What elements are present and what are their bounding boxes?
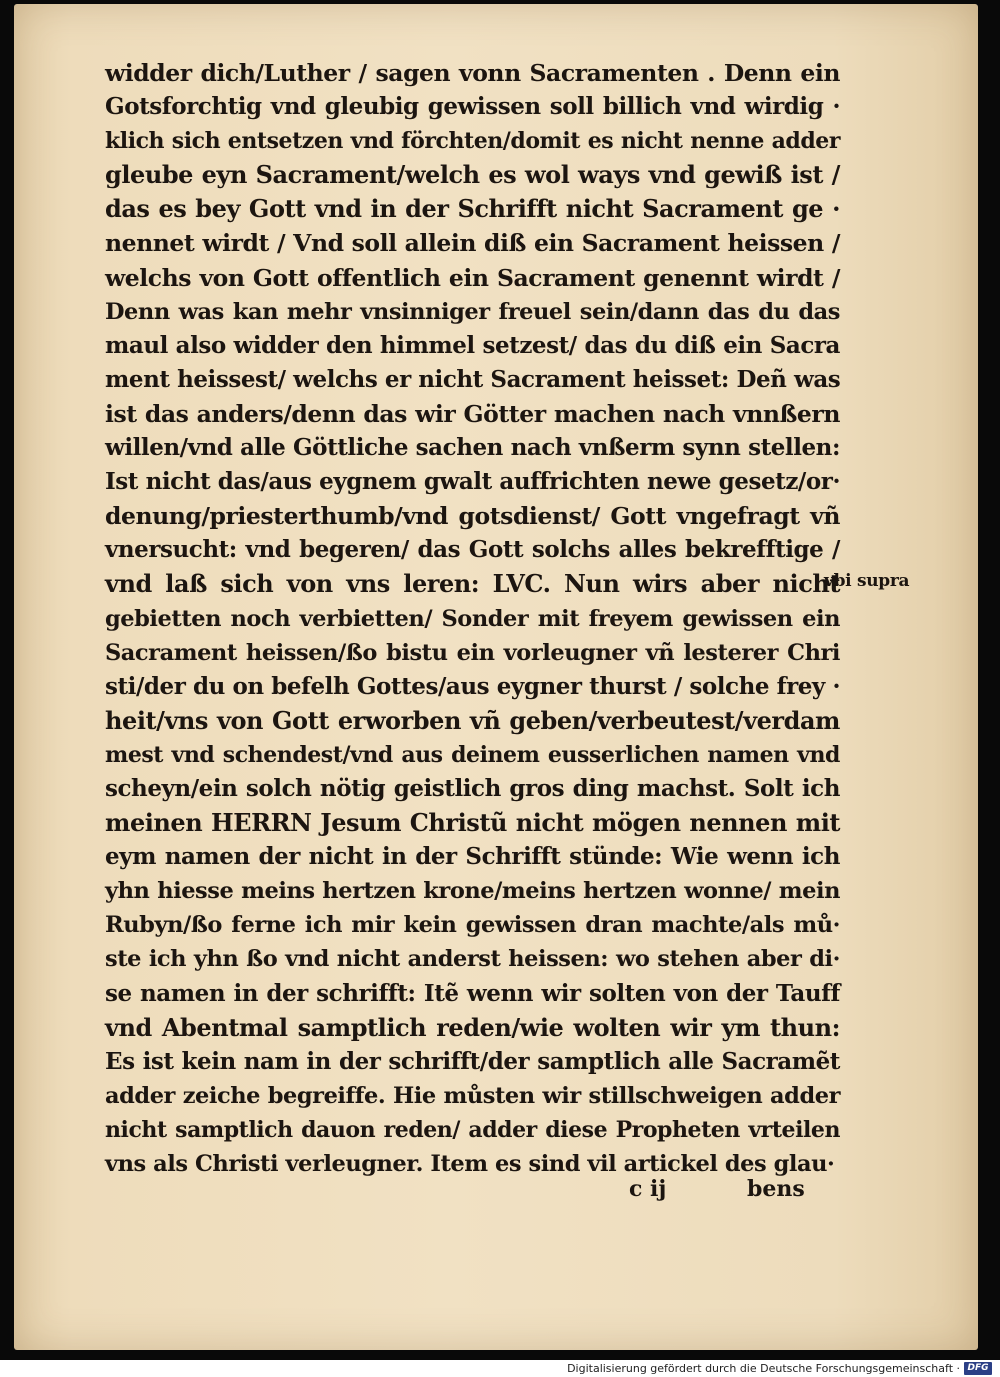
text-line: Ist nicht das/aus eygnem gwalt auffrichten newe gesetz/or·: [105, 468, 840, 496]
text-line: ist das anders/denn das wir Götter machen nach vnnßern: [105, 399, 840, 428]
text-line: denung/priesterthumb/vnd gotsdienst/ Gott vngefragt vñ: [105, 502, 840, 531]
text-line: heit/vns von Gott erworben vñ geben/verbeutest/verdam: [105, 705, 840, 735]
text-line: ment heissest/ welchs er nicht Sacrament heisset: Deñ was: [105, 365, 841, 393]
text-line: gleube eyn Sacrament/welch es wol ways vnd gewiß ist /: [105, 160, 840, 190]
funding-footer: [0, 1360, 1000, 1377]
text-line: eym namen der nicht in der Schrifft stünde: Wie wenn ich: [105, 843, 840, 871]
funding-notice: Digitalisierung gefördert durch die Deutsche Forschungsgemeinschaft ·: [567, 1362, 960, 1375]
marginal-note: vbi supra: [824, 571, 910, 591]
text-line: Rubyn/ßo ferne ich mir kein gewissen dran machte/als mů·: [105, 912, 840, 939]
text-line: das es bey Gott vnd in der Schrifft nicht Sacrament ge ·: [105, 194, 840, 224]
text-line: willen/vnd alle Göttliche sachen nach vnßerm synn stellen:: [105, 434, 840, 462]
signature-mark: c ij: [629, 1176, 667, 1202]
text-line: sti/der du on befelh Gottes/aus eygner thurst / solche frey ·: [105, 672, 840, 700]
text-line: se namen in der schrifft: Itẽ wenn wir solten von der Tauff: [105, 979, 840, 1007]
text-line: vnd laß sich von vns leren: LVC. Nun wirs aber nicht: [105, 569, 840, 599]
text-line: Denn was kan mehr vnsinniger freuel sein/dann das du das: [105, 298, 840, 325]
text-line: Sacrament heissen/ßo bistu ein vorleugner vñ lesterer Chri: [105, 639, 840, 666]
text-line: nennet wirdt / Vnd soll allein diß ein Sacrament heissen /: [105, 229, 840, 258]
page-footer-marks: [14, 1176, 978, 1206]
text-line: vnd Abentmal samptlich reden/wie wolten wir ym thun:: [105, 1012, 840, 1042]
text-line: meinen HERRN Jesum Christũ nicht mögen nennen mit: [105, 808, 840, 838]
text-line: klich sich entsetzen vnd förchten/domit es nicht nenne adder: [105, 128, 840, 155]
text-line: ste ich yhn ßo vnd nicht anderst heissen: wo stehen aber di·: [105, 946, 840, 973]
text-line: welchs von Gott offentlich ein Sacrament genennt wirdt /: [105, 263, 840, 292]
text-line: maul also widder den himmel setzest/ das du diß ein Sacra: [105, 331, 840, 359]
text-line: scheyn/ein solch nötig geistlich gros ding machst. Solt ich: [105, 774, 840, 802]
text-line: Es ist kein nam in der schrifft/der samptlich alle Sacramẽt: [105, 1047, 840, 1075]
text-line: gebietten noch verbietten/ Sonder mit freyem gewissen ein: [105, 605, 840, 632]
text-line: widder dich/Luther / sagen vonn Sacramenten . Denn ein: [105, 59, 840, 87]
text-line: mest vnd schendest/vnd aus deinem eusserlichen namen vnd: [105, 741, 840, 768]
text-line: vnersucht: vnd begeren/ das Gott solchs alles bekrefftige /: [105, 536, 840, 564]
text-line: adder zeiche begreiffe. Hie můsten wir stillschweigen adder: [105, 1082, 840, 1109]
book-page: [14, 4, 978, 1350]
catchword: bens: [747, 1176, 805, 1202]
dfg-logo: DFG: [964, 1362, 992, 1375]
text-line: Gotsforchtig vnd gleubig gewissen soll billich vnd wirdig ·: [105, 93, 840, 121]
text-line: nicht samptlich dauon reden/ adder diese Propheten vrteilen: [105, 1116, 840, 1143]
main-text-block: [105, 56, 840, 1181]
text-line: yhn hiesse meins hertzen krone/meins hertzen wonne/ mein: [105, 878, 840, 905]
text-line: vns als Christi verleugner. Item es sind vil artickel des glau·: [105, 1151, 835, 1177]
